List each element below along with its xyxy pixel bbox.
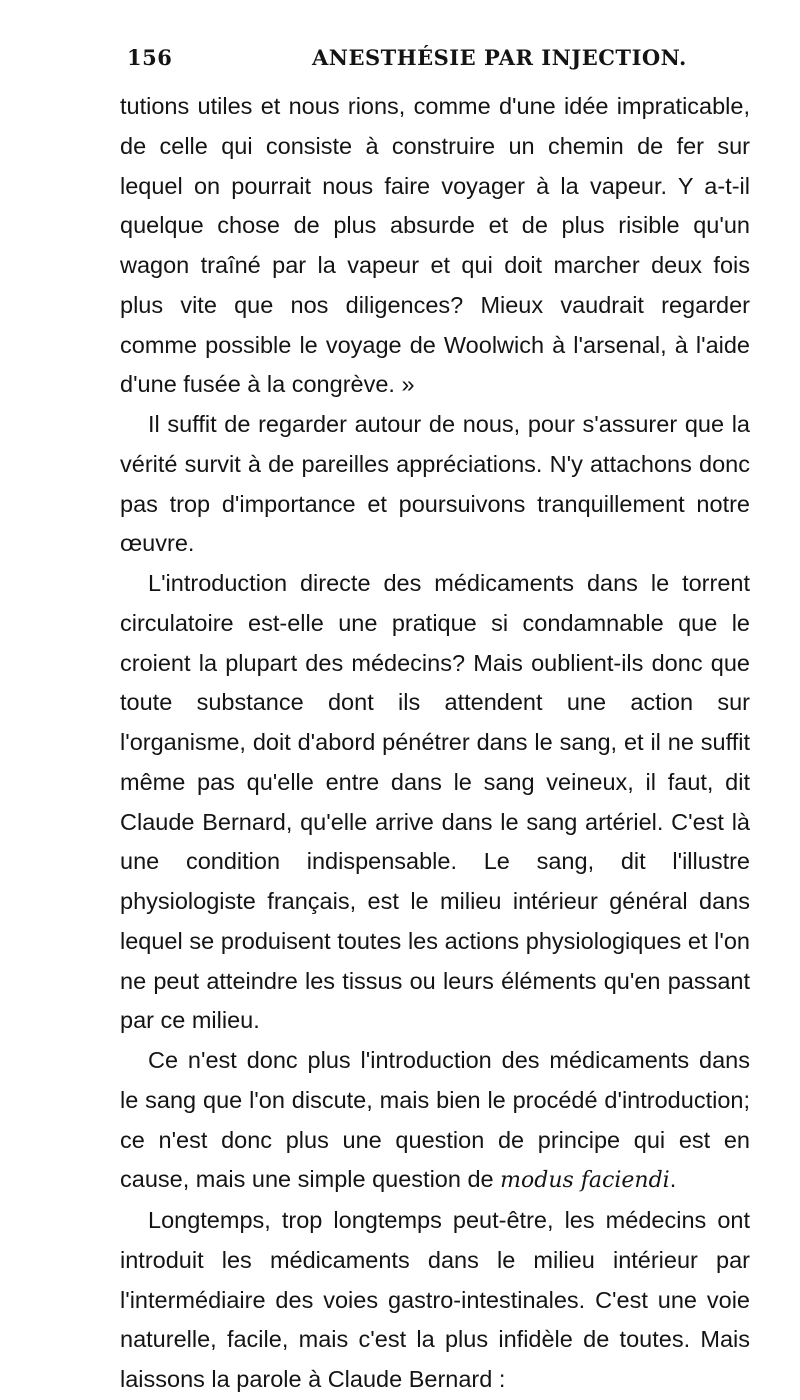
paragraph-with-italic <box>120 1041 750 1201</box>
paragraph: L'introduction directe des médicaments dans le torrent circulatoire est-elle une pratique si condamnable que le croient la plupart des médecins? Mais oublient-ils donc que toute substance dont ils attendent une action sur l'organisme, doit d'abord pénétrer dans le sang, et il ne suffit même pas qu'elle entre dans le sang veineux, il faut, dit Claude Bernard, qu'elle arrive dans le sang artériel. C'est là une condition indispensable. Le sang, dit l'illustre physiologiste français, est le milieu intérieur général dans lequel se produisent toutes les actions physiologiques et l'on ne peut atteindre les tissus ou leurs éléments qu'en passant par ce milieu. <box>120 570 750 1034</box>
paragraph: Longtemps, trop longtemps peut-être, les médecins ont introduit les médicaments dans le milieu intérieur par l'intermédiaire des voies gastro-intestinales. C'est une voie naturelle, facile, mais c'est la plus infidèle de toutes. Mais laissons la parole à Claude Bernard : <box>120 1207 750 1392</box>
paragraph-text-before: Ce n'est donc plus l'introduction des médicaments dans le sang que l'on discute, mais bien le procédé d'introduction; ce n'est donc plus une question de principe qui est en cause, mais une simple question de <box>120 1047 750 1193</box>
body-text <box>120 87 750 1400</box>
running-title: ANESTHÉSIE PAR INJECTION. <box>312 45 687 70</box>
page-number: 156 <box>127 45 173 70</box>
paragraph-continued: tutions utiles et nous rions, comme d'une idée impraticable, de celle qui consiste à construire un chemin de fer sur lequel on pourrait nous faire voyager à la vapeur. Y a-t-il quelque chose de plus absurde et de plus risible qu'un wagon traîné par la vapeur et qui doit marcher deux fois plus vite que nos diligences? Mieux vaudrait regarder comme possible le voyage de Woolwich à l'arsenal, à l'aide d'une fusée à la congrève. » <box>120 93 750 398</box>
paragraph: Il suffit de regarder autour de nous, pour s'assurer que la vérité survit à de pareilles appréciations. N'y attachons donc pas trop d'importance et poursuivons tranquillement notre œuvre. <box>120 411 750 557</box>
running-header <box>127 45 747 85</box>
italic-phrase: modus faciendi <box>500 1168 670 1194</box>
paragraph-text-after: . <box>669 1166 677 1193</box>
